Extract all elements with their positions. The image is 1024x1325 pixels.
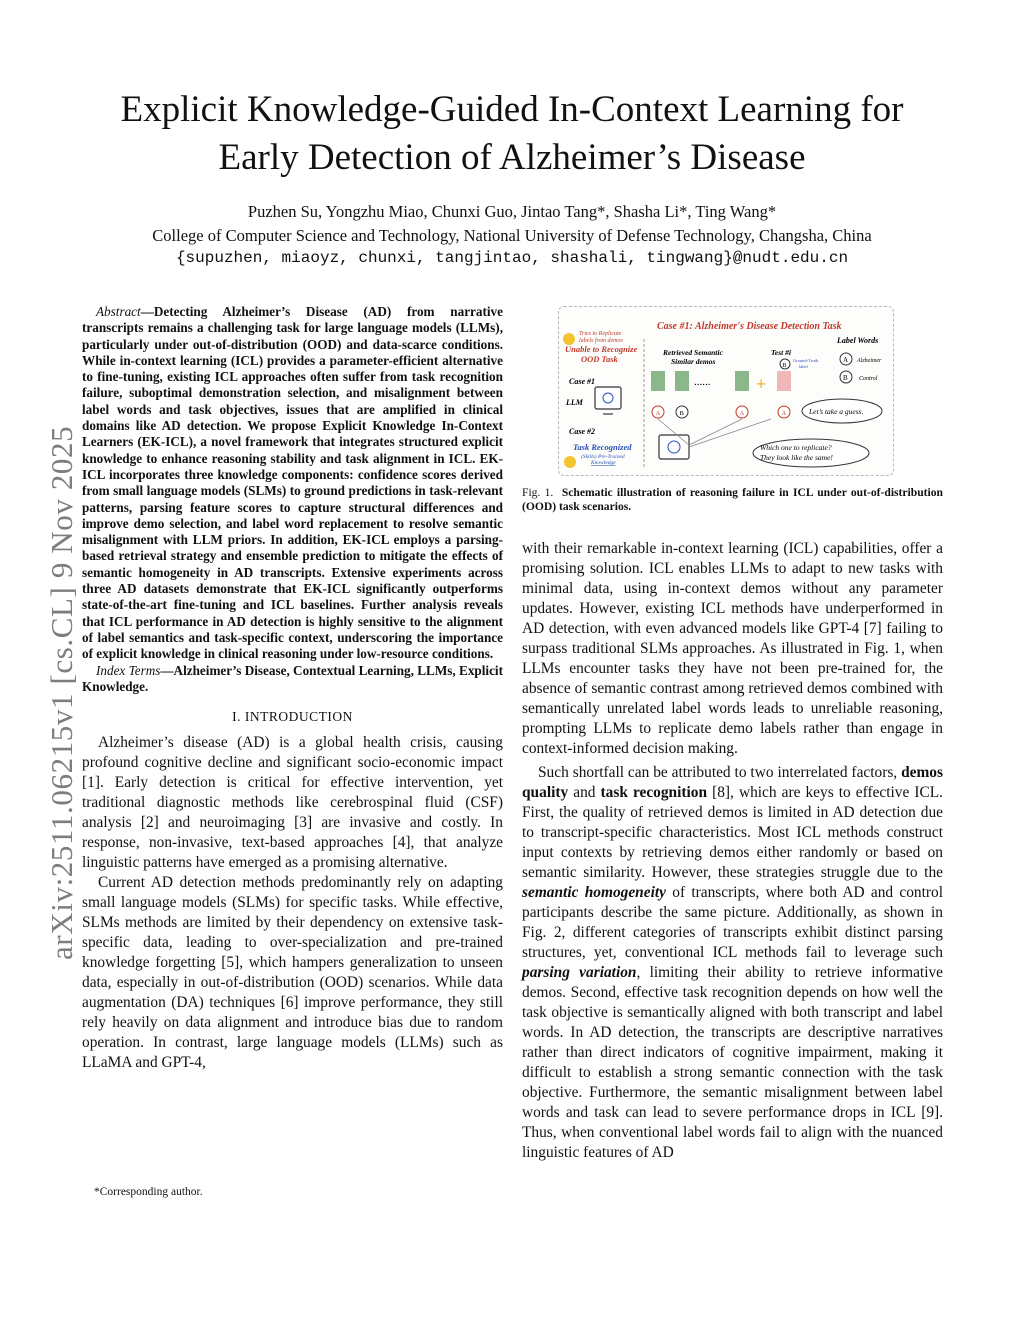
fig-dots: ...... bbox=[694, 376, 711, 388]
author-emails: {supuzhen, miaoyz, chunxi, tangjintao, shashali, tingwang}@nudt.edu.cn bbox=[175, 249, 849, 267]
test-document-icon bbox=[777, 371, 791, 391]
fig-lets-guess: Let’s take a guess. bbox=[809, 407, 864, 416]
rp2-a: Such shortfall can be attributed to two interrelated factors, bbox=[538, 764, 902, 781]
fig-case1: Case #1 bbox=[569, 377, 595, 386]
rp2-e: , limiting their ability to retrieve informative demos. Second, effective task recognition depends on how well the task objective is semantically aligned with both transcript and label words. In AD detection, the transcripts are descriptive narratives rather than direct indicators of cognitive impairment, making it difficult to establish a strong semantic connection with the task objective. Furthermore, the semantic misalignment between label words and task can lead to severe performance drops in ICL [9]. Thus, when conventional label words fail to align with the nuanced linguistic features of AD bbox=[522, 964, 943, 1161]
kw-demos-quality: demos quality bbox=[522, 764, 943, 801]
fig-retrieved-line2: Similar demos bbox=[671, 357, 716, 366]
fig-legend-a: A bbox=[843, 356, 849, 364]
abstract-label: Abstract bbox=[96, 304, 141, 319]
fig-pred-a: A bbox=[781, 410, 787, 417]
title-line-1: Explicit Knowledge-Guided In-Context Learning for bbox=[120, 89, 904, 130]
arrow-line-1 bbox=[689, 419, 771, 447]
title-line-2: Early Detection of Alzheimer’s Disease bbox=[218, 137, 806, 178]
figure-1-diagram bbox=[559, 307, 893, 475]
fig-skills-line2: Knowledge bbox=[591, 460, 616, 466]
demo-document-icon-2 bbox=[675, 371, 689, 391]
paper-title bbox=[60, 86, 964, 182]
figure-1 bbox=[558, 306, 894, 476]
demo-document-icon-1 bbox=[651, 371, 665, 391]
fig-llm: LLM bbox=[566, 398, 583, 407]
demo-document-icon-3 bbox=[735, 371, 749, 391]
arxiv-stamp-text[interactable]: arXiv:2511.06215v1 [cs.CL] 9 Nov 2025 bbox=[44, 425, 79, 960]
happy-face-icon bbox=[564, 456, 576, 468]
rp2-b: and bbox=[568, 784, 601, 801]
fig-caption-number: Fig. 1. bbox=[522, 486, 554, 499]
fig-demo-a2: A bbox=[739, 410, 745, 417]
fig-tries-line2: labels from demos bbox=[579, 338, 623, 344]
index-terms bbox=[82, 663, 503, 696]
right-paragraph-2 bbox=[522, 763, 943, 1163]
rp2-c: [8], which are keys to effective ICL. First, the quality of retrieved demos is limited in AD detection due to transcript-specific characteristics. Most ICL methods construct input contexts by retrieving demos either randomly or based on semantic similarity. However, these strategies struggle due to the bbox=[522, 784, 943, 881]
fig-gt-line2: label bbox=[799, 364, 808, 369]
arxiv-stamp bbox=[0, 0, 79, 1325]
fig-gt-b: B bbox=[782, 363, 787, 369]
fig-case-title: Case #1: Alzheimer's Disease Detection Task bbox=[657, 321, 842, 332]
fig-control: Control bbox=[859, 376, 878, 382]
left-column bbox=[82, 304, 503, 1073]
index-terms-label: Index Terms bbox=[96, 662, 161, 678]
plus-icon: + bbox=[756, 374, 767, 394]
right-paragraph-1: with their remarkable in-context learning (ICL) capabilities, offer a promising solution. ICL enables LLMs to adapt to new tasks with minimal data, using in-context demos without any parameter updates. However, existing ICL methods have underperformed in AD detection, with even advanced models like GPT-4 [7] failing to surpass traditional SLMs approaches. As illustrated in Fig. 1, when LLMs encounter tasks they have not been pre-trained for, the absence of semantic contrast among retrieved demos combined with semantically unrelated label words leads to unreliable reasoning, prompting LLMs to replicate demo labels rather than engage in context-informed decision making. bbox=[522, 540, 943, 757]
figure-1-caption bbox=[522, 486, 943, 514]
fig-legend-b: B bbox=[843, 374, 848, 382]
fig-demo-b1: B bbox=[679, 410, 684, 417]
author-list: Puzhen Su, Yongzhu Miao, Chunxi Guo, Jintao Tang*, Shasha Li*, Ting Wang* bbox=[247, 202, 777, 221]
fig-unable-line1: Unable to Recognize bbox=[565, 344, 638, 354]
fig-tries-line1: Tries to Replicate bbox=[579, 331, 622, 337]
fig-task-recognized: Task Recognized bbox=[573, 442, 632, 452]
footnote: *Corresponding author. bbox=[94, 1186, 203, 1198]
fig-skills-line1: (Skills) Pre-Trained bbox=[581, 454, 625, 460]
monitor-icon bbox=[595, 387, 621, 409]
rp2-d: of transcripts, where both AD and control participants describe the same picture. Additionally, as shown in Fig. 2, different categories of transcripts exhibit distinct parsing structures, yet, conventional ICL methods fail to leverage such bbox=[522, 884, 943, 961]
fig-label-words: Label Words bbox=[837, 336, 879, 345]
abstract bbox=[82, 304, 503, 663]
intro-paragraph-1: Alzheimer’s disease (AD) is a global health crisis, causing profound cognitive decline and significant socio-economic impact [1]. Early detection is critical for effective intervention, yet traditional diagnostic methods like cerebrospinal fluid (CSF) analysis [2] and neuroimaging [3] are invasive and costly. In response, non-invasive, text-based approaches [4], that analyze linguistic patterns have emerged as a promising alternative. bbox=[82, 734, 503, 872]
right-column bbox=[522, 539, 943, 1163]
fig-demo-a1: A bbox=[655, 410, 661, 417]
fig-which-line2: They look like the same! bbox=[760, 453, 833, 462]
fig-gt-line1: Ground-Truth bbox=[793, 358, 819, 363]
fig-case2: Case #2 bbox=[569, 427, 595, 436]
fig-retrieved-line1: Retrieved Semantic bbox=[663, 348, 723, 357]
kw-semantic-homogeneity: semantic homogeneity bbox=[522, 884, 666, 901]
fig-caption-text: Schematic illustration of reasoning failure in ICL under out-of-distribution (OOD) task scenarios. bbox=[522, 486, 943, 513]
index-terms-text: —Alzheimer’s Disease, Contextual Learning, LLMs, Explicit Knowledge. bbox=[82, 662, 503, 694]
intro-paragraph-2: Current AD detection methods predominantly rely on adapting small language models (SLMs) for specific tasks. While effective, SLMs methods are limited by their dependency on extensive task-specific data, leading to over-specialization and pre-trained knowledge forgetting [5], which hampers generalization to unseen data, especially in out-of-distribution (OOD) scenarios. While data augmentation (DA) techniques [6] improve performance, they still rely heavily on data alignment and introduce bias due to random operation. In contrast, large language models (LLMs) such as LLaMA and GPT-4, bbox=[82, 874, 503, 1072]
abstract-text: —Detecting Alzheimer’s Disease (AD) from narrative transcripts remains a challenging task for large language models (LLMs), particularly under out-of-distribution (OOD) and data-scarce conditions. While in-context learning (ICL) provides a parameter-efficient alternative to fine-tuning, existing ICL approaches often suffer from task recognition failure, suboptimal demonstration selection, and misalignment between label words and task objectives, issues that are amplified in clinical domains like AD detection. We propose Explicit Knowledge In-Context Learners (EK-ICL), a novel framework that integrates structured explicit knowledge to enhance reasoning stability and task alignment in ICL. EK-ICL incorporates three knowledge components: confidence scores derived from small language models (SLMs) to ground predictions in task-relevant patterns, parsing feature scores to capture structural differences and improve demo selection, and label word replacement to resolve semantic misalignment with LLM priors. In addition, EK-ICL employs a parsing-based retrieval strategy and ensemble prediction to mitigate the effects of semantic homogeneity in AD transcripts. Extensive experiments across three AD datasets demonstrate that EK-ICL significantly outperforms state-of-the-art fine-tuning and ICL baselines. Further analysis reveals that ICL performance in AD detection is highly sensitive to the alignment of label semantics and task-specific context, underscoring the importance of explicit knowledge in clinical reasoning under low-resource conditions. bbox=[82, 304, 503, 662]
fig-unable-line2: OOD Task bbox=[581, 354, 618, 364]
monitor-icon-2 bbox=[659, 435, 689, 459]
fig-which-line1: Which one to replicate? bbox=[760, 443, 832, 452]
fig-test: Test #i bbox=[771, 348, 791, 357]
section-heading-introduction: I. INTRODUCTION bbox=[232, 709, 353, 725]
kw-parsing-variation: parsing variation bbox=[522, 964, 637, 981]
affiliation: College of Computer Science and Technology, National University of Defense Technology, Changsha, China bbox=[152, 226, 872, 245]
kw-task-recognition: task recognition bbox=[600, 784, 708, 801]
fig-alzheimer: Alzheimer bbox=[857, 358, 882, 364]
